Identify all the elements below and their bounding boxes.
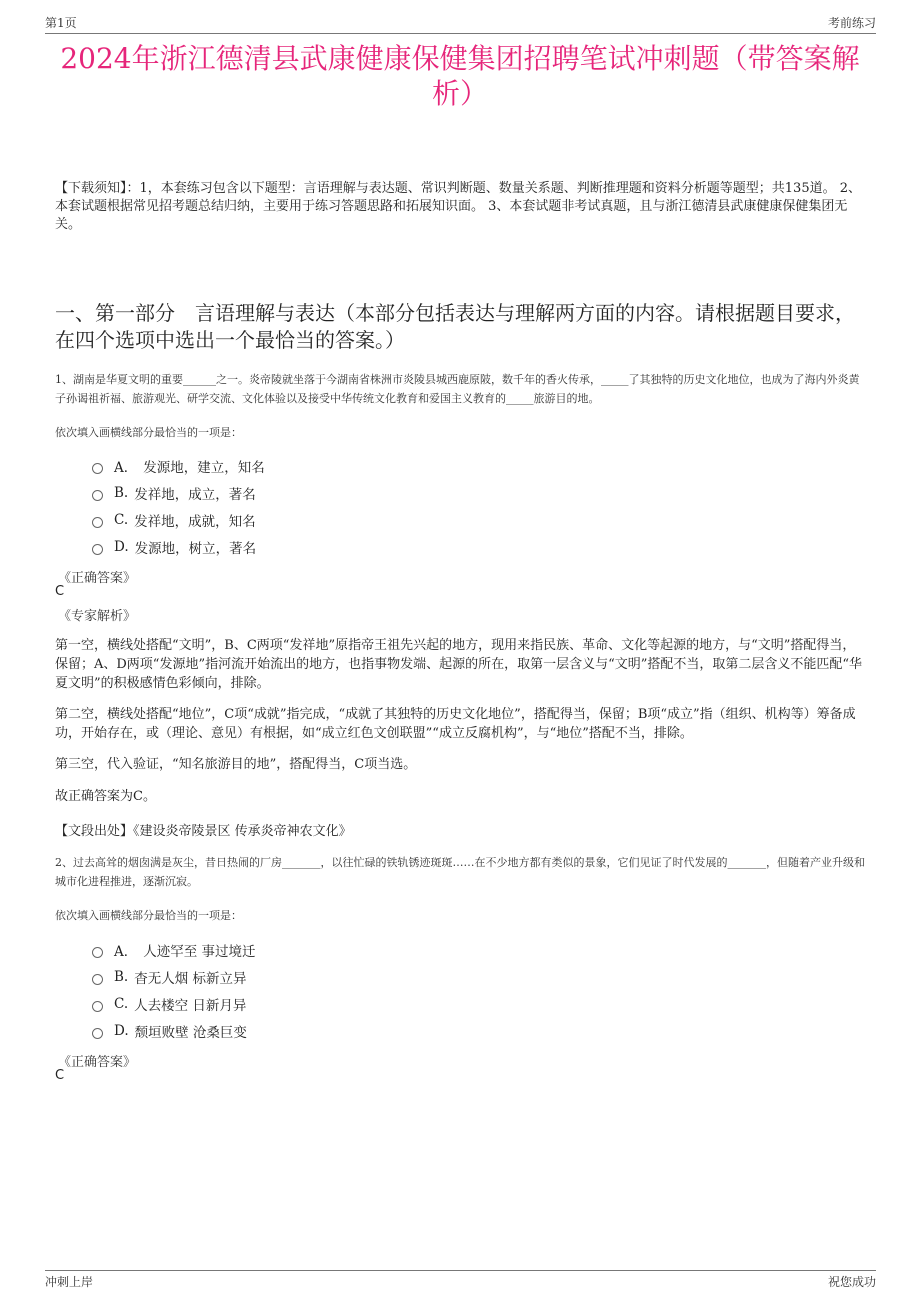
analysis-label: 《专家解析》	[58, 609, 137, 624]
option-a[interactable]	[92, 452, 265, 479]
option-b[interactable]	[92, 479, 265, 506]
option-text: 人去楼空 日新月异	[134, 997, 247, 1014]
passage-source: 【文段出处】《建设炎帝陵景区 传承炎帝神农文化》	[55, 824, 352, 839]
radio-icon[interactable]	[92, 490, 103, 501]
question-1-instruction: 依次填入画横线部分最恰当的一项是：	[55, 426, 242, 439]
correct-answer-label: 《正确答案》	[58, 571, 137, 586]
option-letter: B.	[114, 484, 129, 501]
correct-answer-label: 《正确答案》	[58, 1055, 137, 1070]
correct-answer-value: C	[55, 584, 65, 599]
analysis-paragraph: 第三空，代入验证，“知名旅游目的地”，搭配得当，C项当选。	[55, 757, 417, 772]
radio-icon[interactable]	[92, 544, 103, 555]
header-divider	[45, 33, 876, 34]
footer-left-text: 冲刺上岸	[45, 1275, 94, 1289]
question-1-options	[92, 452, 265, 560]
option-letter: C.	[114, 995, 129, 1012]
radio-icon[interactable]	[92, 463, 103, 474]
correct-answer-value: C	[55, 1068, 65, 1083]
option-c[interactable]	[92, 990, 256, 1017]
option-letter: B.	[114, 968, 129, 985]
option-letter: C.	[114, 511, 129, 528]
option-d[interactable]	[92, 1017, 256, 1044]
download-notice: 【下载须知】：1，本套练习包含以下题型：言语理解与表达题、常识判断题、数量关系题、判断推理题和资料分析题等题型；共135道。 2、本套试题根据常见招考题总结归纳，主要用于练习答题思路和拓展知识面。 3、本套试题非考试真题，且与浙江德清县武康健康保健集团无关。	[55, 181, 861, 232]
header-tag: 考前练习	[827, 16, 876, 30]
option-letter: A．	[114, 459, 138, 476]
option-letter: D.	[114, 538, 129, 555]
option-text: 发源地，建立，知名	[143, 459, 265, 476]
option-letter: D.	[114, 1022, 129, 1039]
radio-icon[interactable]	[92, 1001, 103, 1012]
question-2-stem: 2、过去高耸的烟囱满是灰尘，昔日热闹的厂房_______，以往忙碌的铁轨锈迹斑斑……在不少地方都有类似的景象，它们见证了时代发展的_______，但随着产业升级和城市化进程推进，逐渐沉寂。	[55, 856, 865, 888]
radio-icon[interactable]	[92, 1028, 103, 1039]
option-text: 发源地，树立，著名	[134, 540, 257, 557]
option-letter: A．	[114, 943, 138, 960]
question-2-options	[92, 936, 256, 1044]
analysis-paragraph: 第二空，横线处搭配“地位”，C项“成就”指完成，“成就了其独特的历史文化地位”，搭配得当，保留；B项“成立”指（组织、机构等）筹备成功，开始存在，或（理论、意见）有根据，如“成立红色文创联盟”“成立反腐机构”，与“地位”搭配不当，排除。	[55, 707, 856, 741]
option-c[interactable]	[92, 506, 265, 533]
option-text: 杳无人烟 标新立异	[134, 970, 247, 987]
analysis-paragraph: 第一空，横线处搭配“文明”，B、C两项“发祥地”原指帝王祖先兴起的地方，现用来指民族、革命、文化等起源的地方，与“文明”搭配得当，保留；A、D两项“发源地”指河流开始流出的地方，也指事物发端、起源的所在，取第一层含义与“文明”搭配不当，取第二层含义不能匹配“华夏文明”的积极感情色彩倾向，排除。	[55, 638, 863, 691]
radio-icon[interactable]	[92, 974, 103, 985]
option-text: 颓垣败壁 沧桑巨变	[134, 1024, 247, 1041]
radio-icon[interactable]	[92, 517, 103, 528]
option-text: 发祥地，成就，知名	[134, 513, 256, 530]
option-text: 人迹罕至 事过境迁	[143, 943, 256, 960]
page-number: 第1页	[45, 16, 77, 30]
footer-right-text: 祝您成功	[827, 1275, 876, 1289]
option-d[interactable]	[92, 533, 265, 560]
footer-divider	[45, 1270, 876, 1271]
option-b[interactable]	[92, 963, 256, 990]
question-2-instruction: 依次填入画横线部分最恰当的一项是：	[55, 909, 242, 922]
option-text: 发祥地，成立，著名	[134, 486, 256, 503]
document-title: 2024年浙江德清县武康健康保健集团招聘笔试冲刺题（带答案解析）	[60, 42, 860, 110]
question-1-stem: 1、湖南是华夏文明的重要______之一。炎帝陵就坐落于今湖南省株洲市炎陵县城西鹿原陂，数千年的香火传承，_____了其独特的历史文化地位，也成为了海内外炎黄子孙谒祖祈福、旅游观光、研学交流、文化体验以及接受中华传统文化教育和爱国主义教育的_____旅游目的地。	[55, 373, 860, 405]
option-a[interactable]	[92, 936, 256, 963]
radio-icon[interactable]	[92, 947, 103, 958]
section-heading: 一、第一部分 言语理解与表达（本部分包括表达与理解两方面的内容。请根据题目要求，在四个选项中选出一个最恰当的答案。）	[55, 301, 855, 352]
analysis-conclusion: 故正确答案为C。	[55, 789, 156, 804]
